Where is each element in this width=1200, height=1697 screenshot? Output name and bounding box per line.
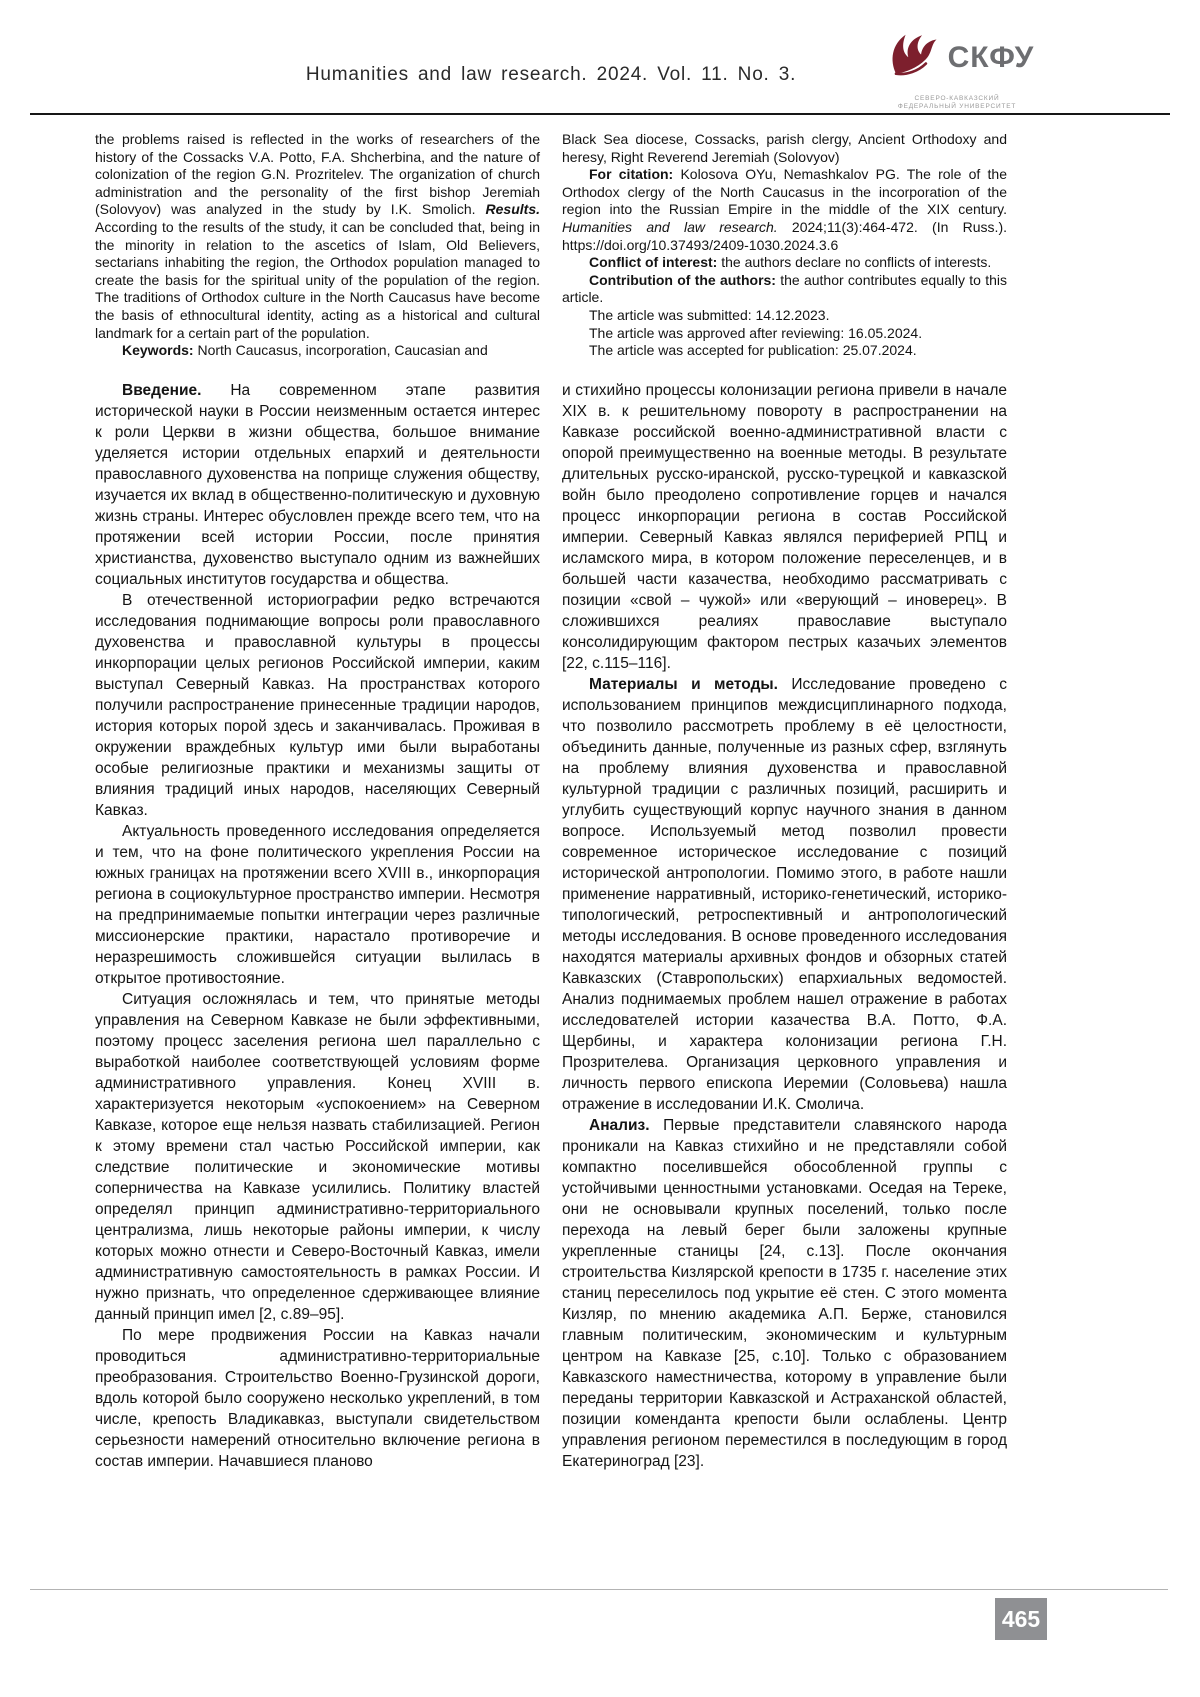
paragraph (95, 380, 540, 590)
paragraph (562, 166, 1007, 254)
text-segment: Первые представители славянского народа проникали на Кавказ стихийно и не представляли собой компактно поселившейся обособленной группы с устойчивыми ценностными установками. Оседая на Тереке, они не основывали крупных поселений, только после перехода на левый берег были заложены крупные укрепленные станицы [24, с.13]. После окончания строительства Кизлярской крепости в 1735 г. население этих станиц переселилось под укрытие её стен. С этого момента Кизляр, по мнению академика А.П. Берже, становился главным политическим, экономическим и культурным центром на Кавказе [25, с.10]. Только с образованием Кавказского наместничества, которому в управление были переданы территории Кавказской и Астраханской областей, позиции коменданта крепости были ослаблены. Центр управления регионом переместился в последующим в город Екатериноград [23]. (562, 1116, 1007, 1470)
text-segment: Исследование проведено с использованием принципов междисциплинарного подхода, что позволило рассмотреть проблему в её целостности, объединить данные, полученные из разных сфер, взглянуть на проблему влияния духовенства и православной культурной традиции с различных позиций, расширить и углубить существующий корпус научного знания в данном вопросе. Используемый метод позволил провести современное историческое исследование с позиций исторической антропологии. Помимо этого, в работе нашли применение нарративный, историко-генетический, историко-типологический, ретроспективный и антропологический методы исследования. В основе проведенного исследования находятся материалы архивных фондов и обзорных статей Кавказских (Ставропольских) епархиальных ведомостей. Анализ поднимаемых проблем нашел отражение в работах исследователей истории казачества В.А. Потто, Ф.А. Щербины, и характера колонизации региона Г.Н. Прозрителева. Организация церковного управления и личность первого епископа Иеремии (Соловьева) нашла отражение в исследовании И.К. Смолича. (562, 675, 1007, 1113)
front-matter-right-column (562, 131, 1007, 360)
logo-caption-line2: ФЕДЕРАЛЬНЫЙ УНИВЕРСИТЕТ (897, 103, 1017, 110)
text-segment: В отечественной историографии редко встречаются исследования поднимающие вопросы роли православного духовенства и православной культуры в процессы инкорпорации целых регионов Российской империи, каким выступал Северный Кавказ. На пространствах которого получили распространение принесенные традиции народов, история которых порой здесь и заканчивалась. Проживая в окружении враждебных культур ими были выработаны особые религиозные практики и механизмы защиты от влияния традиций иных народов, населяющих Северный Кавказ. (95, 591, 540, 819)
text-segment: The article was accepted for publication: 25.07.2024. (589, 342, 917, 359)
text-segment: Материалы и методы. (589, 675, 778, 693)
text-segment: На современном этапе развития исторической науки в России неизменным остается интерес к роли Церкви в жизни общества, большое внимание уделяется истории отдельных епархий и деятельности православного духовенства на поприще служения обществу, изучается их вклад в общественно-политическую и духовную жизнь страны. Интерес обусловлен прежде всего тем, что на протяжении всей истории России, после принятия христианства, духовенство выступало одним из важнейших социальных институтов государства и общества. (95, 381, 540, 588)
text-segment: the author contributes equally to this article. (562, 271, 1007, 306)
article-content (95, 131, 1007, 1472)
logo-caption-line1: СЕВЕРО-КАВКАЗСКИЙ (914, 95, 1000, 102)
paragraph (562, 254, 1007, 272)
front-matter-section (95, 131, 1007, 360)
text-segment: The article was approved after reviewing: 16.05.2024. (589, 324, 923, 341)
university-logo (882, 22, 1035, 111)
paragraph (562, 131, 1007, 166)
eagle-logo-icon (880, 22, 944, 93)
page-number: 465 (995, 1598, 1047, 1640)
paragraph (95, 989, 540, 1325)
text-segment: the problems raised is reflected in the works of researchers of the history of the Cossacks V.A. Potto, F.A. Shcherbina, and the nature of colonization of the region G.N. Prozritelev. The organization of church administration and the personality of the first bishop Jeremiah (Solovyov) was analyzed in the study by I.K. Smolich. (95, 131, 540, 218)
text-segment: По мере продвижения России на Кавказ начали проводиться административно-территориальные преобразования. Строительство Военно-Грузинской дороги, вдоль которой было сооружено несколько укреплений, в том числе, крепость Владикавказ, выступали свидетельством серьезности намерений относительно включение региона в состав империи. Начавшиеся планово (95, 1326, 540, 1470)
paragraph (95, 590, 540, 821)
text-segment: Contribution of the authors: (589, 271, 776, 288)
paragraph (95, 1325, 540, 1472)
header-divider (30, 113, 1170, 115)
text-segment: Conflict of interest: (589, 254, 718, 271)
text-segment: North Caucasus, incorporation, Caucasian and (193, 342, 488, 359)
text-segment: и стихийно процессы колонизации региона привели в начале XIX в. к решительному повороту в распространении на Кавказе российской военно-административной власти с опорой преимущественно на военные методы. В результате длительных русско-иранской, русско-турецкой и кавказской войн было преодолено сопротивление горцев и начался процесс инкорпорации региона в состав Российской империи. Северный Кавказ являлся периферией РПЦ и исламского мира, в котором положение переселенцев, и в большей части казачества, необходимо рассматривать с позиции «свой – чужой» или «верующий – иноверец». В сложившихся реалиях православие выступало консолидирующим фактором пестрых казачьих элементов [22, с.115–116]. (562, 381, 1007, 672)
paragraph (95, 131, 540, 342)
text-segment: Kolosova OYu, Nemashkalov PG. The role of the Orthodox clergy of the North Caucasus in the incorporation of the region into the Russian Empire in the middle of the XIX century. (562, 166, 1007, 218)
paragraph (562, 380, 1007, 674)
text-segment: Актуальность проведенного исследования определяется и тем, что на фоне политического укрепления России на южных границах на протяжении всего XVIII в., инкорпорация региона в социокультурное пространство империи. Несмотря на предпринимаемые попытки интеграции через различные миссионерские практики, нарастало противоречие и неразрешимость сложившейся ситуации вылилась в открытое противостояние. (95, 822, 540, 987)
paragraph (562, 325, 1007, 343)
text-segment: 2024;11(3):464-472. (In Russ.). https://doi.org/10.37493/2409-1030.2024.3.6 (562, 218, 1008, 253)
text-segment: For citation: (589, 166, 674, 183)
text-segment: Keywords: (122, 342, 194, 359)
logo-acronym: СКФУ (947, 40, 1035, 74)
article-body-section (95, 380, 1007, 1472)
footer-divider (30, 1589, 1168, 1590)
paragraph (562, 1115, 1007, 1472)
text-segment: Анализ. (589, 1116, 650, 1134)
text-segment: Black Sea diocese, Cossacks, parish clergy, Ancient Orthodoxy and heresy, Right Reverend Jeremiah (Solovyov) (562, 131, 1007, 165)
text-segment: According to the results of the study, it can be concluded that, being in the minority in relation to the ascetics of Islam, Old Believers, sectarians inhabiting the region, the Orthodox population managed to create the basis for the spiritual unity of the population of the region. The traditions of Orthodox culture in the North Caucasus have become the basis of ethnocultural identity, acting as a historical and cultural landmark for a certain part of the population. (95, 218, 540, 341)
text-segment: Results. (485, 201, 540, 218)
paragraph (95, 821, 540, 989)
text-segment: The article was submitted: 14.12.2023. (589, 306, 830, 323)
text-segment: Введение. (122, 381, 202, 399)
paragraph (562, 307, 1007, 325)
paragraph (562, 674, 1007, 1115)
body-right-column (562, 380, 1007, 1472)
text-segment: the authors declare no conflicts of interests. (717, 254, 992, 271)
body-left-column (95, 380, 540, 1472)
paragraph (95, 342, 540, 360)
front-matter-left-column (95, 131, 540, 360)
text-segment: Ситуация осложнялась и тем, что принятые методы управления на Северном Кавказе не были эффективными, поэтому процесс заселения региона шел параллельно с выработкой наиболее соответствующей условиям форме административного управления. Конец XVIII в. характеризуется некоторым «успокоением» на Северном Кавказе, которое еще нельзя назвать стабилизацией. Регион к этому времени стал частью Российской империи, как следствие политические и экономические мотивы соперничества на Кавказе усилились. Политику властей определял принцип административно-территориального централизма, лишь некоторые районы империи, к числу которых можно отнести и Северо-Восточный Кавказ, имели административную самостоятельность в рамках России. И нужно признать, что определенное сдерживающее влияние данный принцип имел [2, с.89–95]. (95, 990, 540, 1323)
paragraph (562, 272, 1007, 307)
paragraph (562, 342, 1007, 360)
text-segment: Humanities and law research. (562, 218, 778, 235)
journal-title: Humanities and law research. 2024. Vol. 11. No. 3. (305, 64, 797, 85)
